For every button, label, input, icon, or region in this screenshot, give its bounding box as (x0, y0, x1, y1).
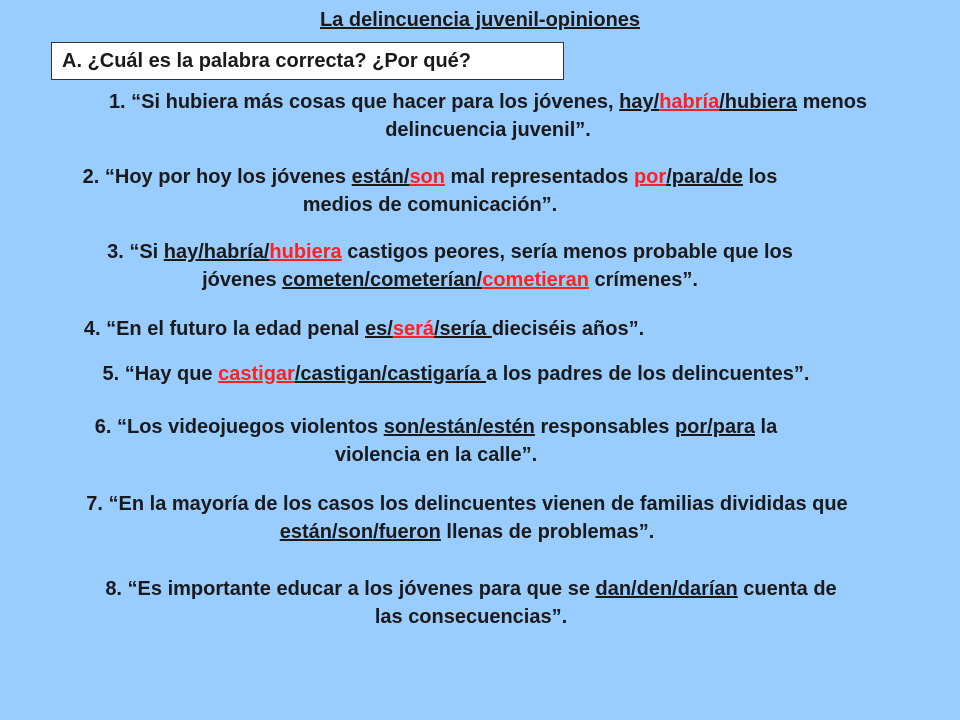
answer-options: hay/ (619, 91, 660, 113)
correct-option: por (633, 166, 667, 188)
sentence-text: 5. “Hay que (102, 363, 219, 385)
sentence-3 (0, 238, 900, 294)
sentence-text: medios de comunicación”. (302, 194, 558, 216)
sentence-text: jóvenes (202, 269, 283, 291)
correct-option: será (392, 318, 434, 340)
sentence-text: violencia en la calle”. (334, 444, 538, 466)
sentence-line (0, 441, 872, 469)
sentence-line (0, 603, 942, 631)
sentence-line (0, 191, 860, 219)
answer-options: /hubiera (719, 91, 798, 113)
sentence-text: delincuencia juvenil”. (385, 119, 591, 141)
answer-options: /sería (434, 318, 492, 340)
correct-option: habría (659, 91, 720, 113)
sentence-text: 6. “Los videojuegos violentos (94, 416, 384, 438)
sentence-text: crímenes”. (588, 269, 698, 291)
sentence-text: los (742, 166, 778, 188)
sentence-text: responsables (534, 416, 675, 438)
answer-options: /castigan/castigaría (294, 363, 487, 385)
sentence-text: menos (797, 91, 868, 113)
sentence-text: castigos peores, sería menos probable que los (341, 241, 793, 263)
answer-options: dan/den/darían (595, 578, 738, 600)
sentence-line (0, 518, 934, 546)
sentence-6 (0, 413, 872, 469)
sentence-2 (0, 163, 860, 219)
correct-option: hubiera (269, 241, 342, 263)
sentence-line (16, 88, 960, 116)
answer-options: son/están/estén (383, 416, 535, 438)
sentence-line (0, 163, 860, 191)
answer-options: es/ (365, 318, 393, 340)
sentence-1 (16, 88, 960, 144)
sentence-line (0, 413, 872, 441)
sentence-text: 2. “Hoy por hoy los jóvenes (82, 166, 352, 188)
answer-options: /para/de (666, 166, 743, 188)
sentence-line (0, 490, 934, 518)
sentence-line (0, 266, 900, 294)
sentence-text: 4. “En el futuro la edad penal (83, 318, 366, 340)
sentence-8 (0, 575, 942, 631)
sentence-7 (0, 490, 934, 546)
sentence-4 (0, 315, 728, 343)
question-box: A. ¿Cuál es la palabra correcta? ¿Por qué? (51, 42, 564, 80)
answer-options: hay/habría/ (163, 241, 270, 263)
answer-options: cometen/cometerían/ (282, 269, 483, 291)
answer-options: por/para (674, 416, 755, 438)
correct-option: castigar (218, 363, 295, 385)
sentence-text: 8. “Es importante educar a los jóvenes para que se (105, 578, 596, 600)
page-title: La delincuencia juvenil-opiniones (319, 9, 641, 31)
answer-options: están/ (351, 166, 410, 188)
sentence-text: llenas de problemas”. (440, 521, 655, 543)
answer-options: están/son/fueron (279, 521, 441, 543)
sentence-line (0, 360, 912, 388)
sentence-line (0, 315, 728, 343)
sentence-text: mal representados (445, 166, 634, 188)
sentence-text: las consecuencias”. (374, 606, 568, 628)
sentence-5 (0, 360, 912, 388)
sentence-line (0, 238, 900, 266)
correct-option: cometieran (482, 269, 589, 291)
sentence-line (16, 116, 960, 144)
sentence-text: a los padres de los delincuentes”. (486, 363, 810, 385)
sentence-line (0, 575, 942, 603)
sentence-text: la (754, 416, 778, 438)
sentence-text: dieciséis años”. (491, 318, 645, 340)
correct-option: son (409, 166, 445, 188)
sentence-text: 1. “Si hubiera más cosas que hacer para los jóvenes, (108, 91, 620, 113)
sentence-text: 3. “Si (107, 241, 164, 263)
sentence-text: cuenta de (737, 578, 837, 600)
sentence-text: 7. “En la mayoría de los casos los delincuentes vienen de familias divididas que (86, 493, 848, 515)
